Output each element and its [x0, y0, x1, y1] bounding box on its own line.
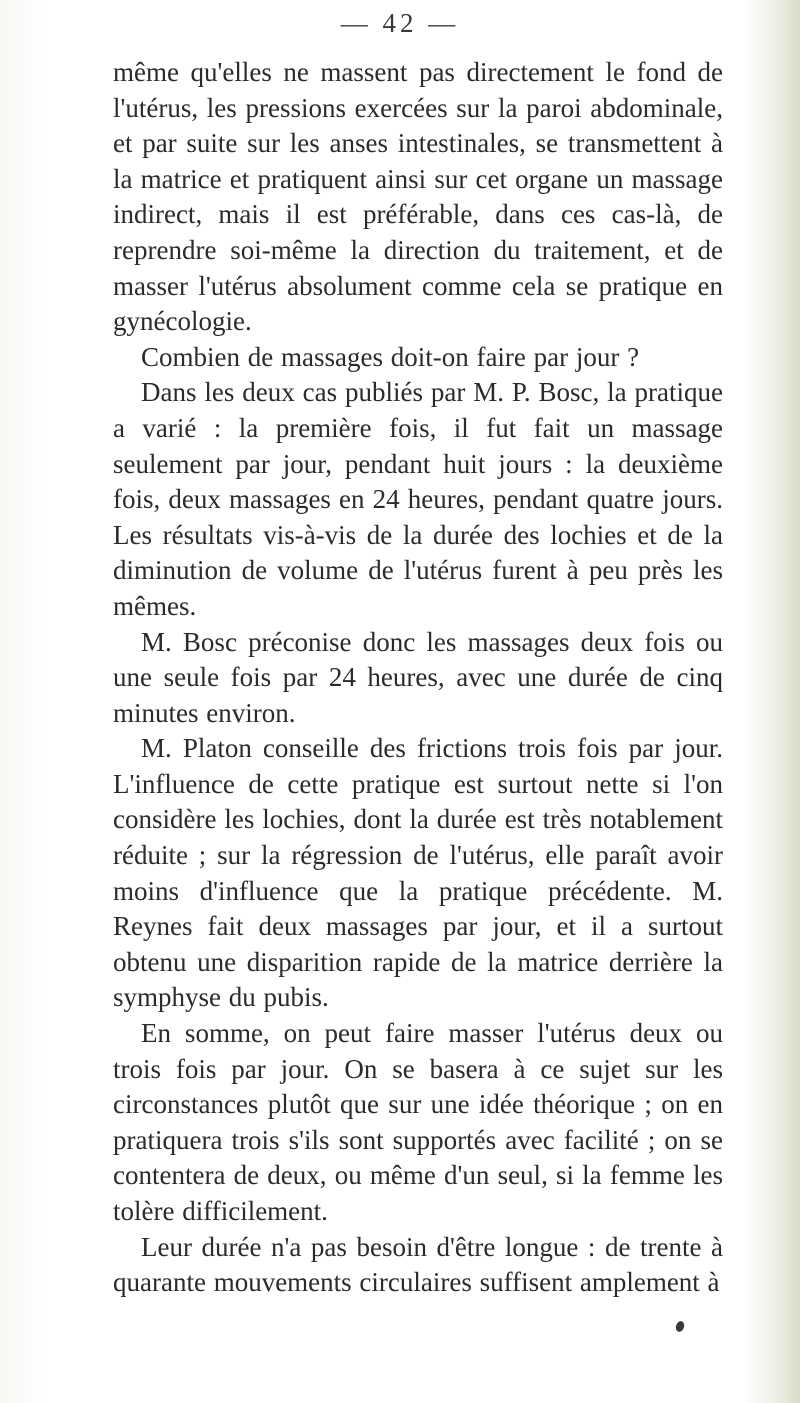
paragraph-bosc-recommendation: M. Bosc préconise donc les massages deux fois ou une seule fois par 24 heures, avec une durée de cinq minutes environ.	[113, 626, 723, 728]
paragraph-question: Combien de massages doit-on faire par jour ?	[141, 341, 640, 372]
body-text	[113, 55, 723, 1301]
ink-blot	[674, 1320, 685, 1333]
paragraph-summary: En somme, on peut faire masser l'utérus deux ou trois fois par jour. On se basera à ce sujet sur les circonstances plutôt que sur une idée théorique ; on en pratiquera trois s'ils sont supportés avec facilité ; on se contentera de deux, ou même d'un seul, si la femme les tolère difficilement.	[113, 1018, 723, 1226]
page-number: — 42 —	[340, 8, 460, 38]
paragraph-bosc-cases: Dans les deux cas publiés par M. P. Bosc, la pratique a varié : la première fois, il fut fait un massage seulement par jour, pendant huit jours : la deuxième fois, deux massages en 24 heures, pendant quatre jours. Les résultats vis-à-vis de la durée des lochies et de la diminution de volume de l'utérus furent à peu près les mêmes.	[113, 377, 723, 621]
paragraph-continuation: même qu'elles ne massent pas directement le fond de l'utérus, les pressions exercées sur la paroi abdominale, et par suite sur les anses intestinales, se transmettent à la matrice et pratiquent ainsi sur cet organe un massage indirect, mais il est préférable, dans ces cas-là, de reprendre soi-même la direction du traitement, et de masser l'utérus absolument comme cela se pratique en gynécologie.	[113, 57, 723, 337]
paragraph-platon-reynes: M. Platon conseille des frictions trois fois par jour. L'influence de cette pratique est surtout nette si l'on considère les lochies, dont la durée est très notablement réduite ; sur la régression de l'utérus, elle paraît avoir moins d'influence que la pratique précédente. M. Reynes fait deux massages par jour, et il a surtout obtenu une disparition rapide de la matrice derrière la symphyse du pubis.	[113, 733, 723, 1013]
paragraph-duration: Leur durée n'a pas besoin d'être longue : de trente à quarante mouvements circulaires suffisent amplement à	[113, 1231, 723, 1298]
